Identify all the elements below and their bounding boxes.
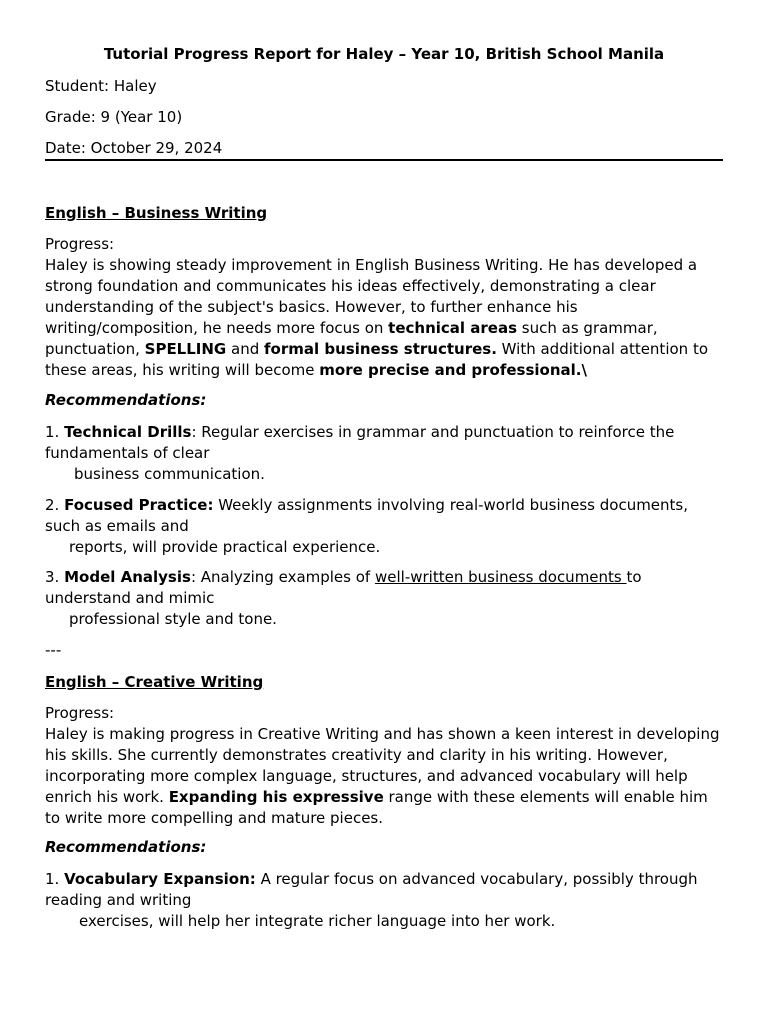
date-line: Date: October 29, 2024 (45, 139, 223, 157)
creative-writing-heading: English – Creative Writing (45, 673, 264, 691)
creative-recommendations-label: Recommendations: (45, 838, 207, 856)
document-link[interactable]: well-written business documents (374, 568, 627, 586)
header-divider (45, 159, 723, 161)
business-recommendation-3: 3. Model Analysis: Analyzing examples of well-written business documents to understand and mimic professional style and tone. (45, 568, 642, 628)
business-recommendation-2: 2. Focused Practice: Weekly assignments involving real-world business documents, such as emails and reports, will provide practical experience. (45, 496, 689, 556)
business-recommendations-label: Recommendations: (45, 391, 207, 409)
section-separator: --- (45, 641, 62, 659)
creative-recommendation-1: 1. Vocabulary Expansion: A regular focus on advanced vocabulary, possibly through reading and writing exercises, will help her integrate richer language into her work. (45, 870, 698, 930)
creative-progress-label: Progress: (45, 704, 115, 722)
business-recommendation-1: 1. Technical Drills: Regular exercises in grammar and punctuation to reinforce the fundamentals of clear business communication. (45, 423, 675, 483)
business-progress-label: Progress: (45, 235, 115, 253)
business-progress-paragraph: Haley is showing steady improvement in English Business Writing. He has developed a strong foundation and communicates his ideas effectively, demonstrating a clear understanding of the subject's basics. However, to further enhance his writing/composition, he needs more focus on technical areas such as grammar, punctuation, SPELLING and formal business structures. With additional attention to these areas, his writing will become more precise and professional.\ (45, 256, 708, 379)
grade-line: Grade: 9 (Year 10) (45, 108, 183, 126)
creative-progress-paragraph: Haley is making progress in Creative Writing and has shown a keen interest in developing his skills. She currently demonstrates creativity and clarity in his writing. However, incorporating more complex language, structures, and advanced vocabulary will help enrich his work. Expanding his expressive range with these elements will enable him to write more compelling and mature pieces. (45, 725, 720, 827)
business-writing-heading: English – Business Writing (45, 204, 268, 222)
student-line: Student: Haley (45, 77, 157, 95)
report-title: Tutorial Progress Report for Haley – Year 10, British School Manila (103, 45, 665, 63)
